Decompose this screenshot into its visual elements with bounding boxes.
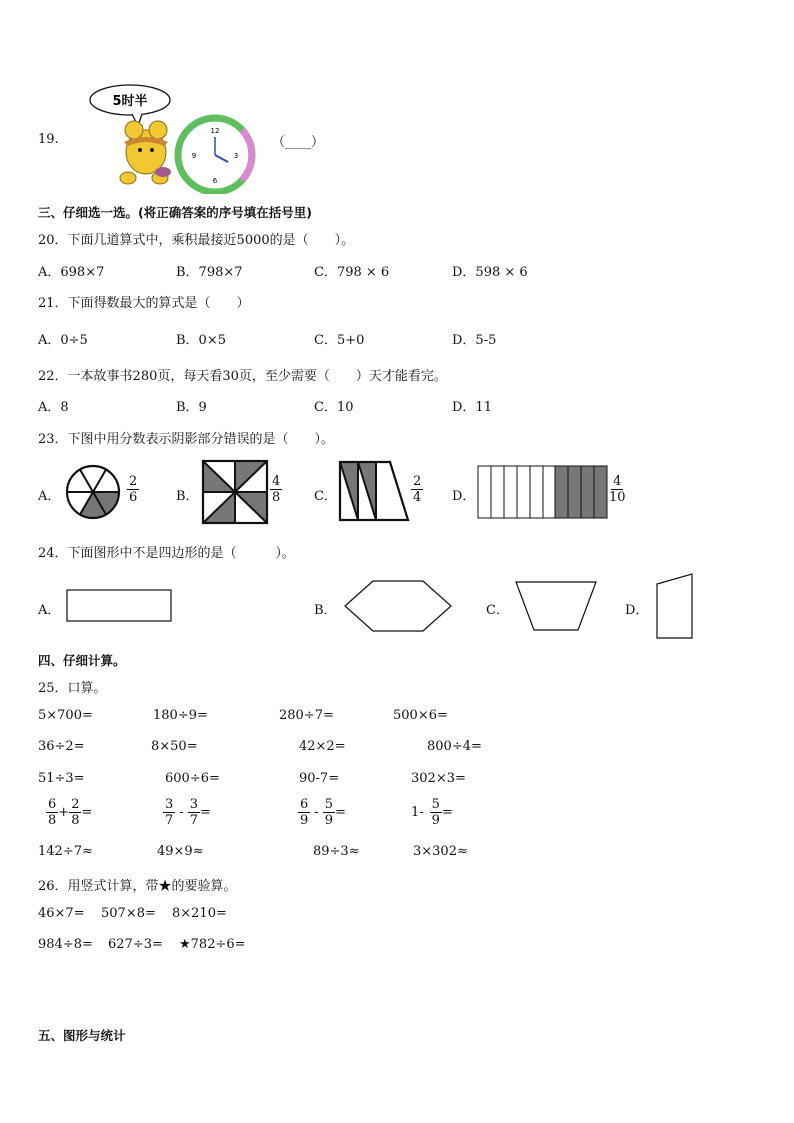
q23-option-a-fraction xyxy=(127,474,139,505)
oral-calc-item: 3×302≈ xyxy=(413,844,468,859)
q21-option-a[interactable]: A．0÷5 xyxy=(38,333,88,348)
fraction-numerator: 2 xyxy=(71,797,80,812)
oral-calc-item: 800÷4= xyxy=(427,739,482,754)
q23-option-b-label[interactable]: B． xyxy=(176,489,199,504)
fraction-denominator: 8 xyxy=(48,813,57,828)
q24-trapezoid-shape xyxy=(514,580,598,632)
oral-calc-item: 5×700= xyxy=(38,708,93,723)
operator: + xyxy=(58,805,70,820)
fraction-denominator: 9 xyxy=(431,813,440,828)
fraction xyxy=(188,797,200,828)
fraction-numerator: 4 xyxy=(272,474,281,489)
q24-option-d-label[interactable]: D． xyxy=(625,603,649,618)
fraction-numerator: 6 xyxy=(300,797,309,812)
oral-calc-item: 51÷3= xyxy=(38,771,85,786)
q23-option-b-fraction xyxy=(270,474,282,505)
vertical-calc-item: ★782÷6= xyxy=(179,937,246,952)
q20-option-c[interactable]: C．798 × 6 xyxy=(314,265,390,280)
fraction-denominator: 9 xyxy=(324,813,333,828)
q24-option-c-label[interactable]: C． xyxy=(486,603,509,618)
vertical-calc-item: 627÷3= xyxy=(108,937,163,952)
q24-option-a-label[interactable]: A． xyxy=(38,603,61,618)
fraction-numerator: 5 xyxy=(431,797,440,812)
q23-strip-figure xyxy=(477,465,609,519)
vertical-calc-item: 984÷8= xyxy=(38,937,93,952)
fraction xyxy=(323,797,335,828)
vertical-calc-item: 8×210= xyxy=(172,906,227,921)
q23-option-c-label[interactable]: C． xyxy=(314,489,337,504)
oral-calc-item: 280÷7= xyxy=(279,708,334,723)
fraction xyxy=(298,797,310,828)
operator: - xyxy=(179,805,184,820)
oral-calc-item: 90-7= xyxy=(299,771,340,786)
clock-numerals: 6 xyxy=(212,177,218,185)
question-19-answer-blank[interactable]: （____） xyxy=(272,135,325,150)
fraction-numerator: 2 xyxy=(129,474,138,489)
q23-option-d-fraction xyxy=(609,474,626,505)
q23-square-figure xyxy=(201,459,269,525)
vertical-calc-item: 507×8= xyxy=(101,906,156,921)
fraction-expression xyxy=(298,797,346,828)
mouse-clock-illustration xyxy=(88,82,263,194)
bubble-text: 5时半 xyxy=(112,94,148,109)
fraction-denominator: 7 xyxy=(189,813,198,828)
q21-option-b[interactable]: B．0×5 xyxy=(176,333,226,348)
fraction-numerator: 6 xyxy=(48,797,57,812)
q23-option-d-label[interactable]: D． xyxy=(452,489,476,504)
fraction-numerator: 3 xyxy=(165,797,174,812)
q21-option-c[interactable]: C．5+0 xyxy=(314,333,365,348)
q20-option-d[interactable]: D．598 × 6 xyxy=(452,265,528,280)
question-23-stem: 23．下图中用分数表示阴影部分错误的是（ ）。 xyxy=(38,432,335,447)
q22-option-b[interactable]: B．9 xyxy=(176,400,207,415)
oral-calc-item: 36÷2= xyxy=(38,739,85,754)
fraction xyxy=(430,797,442,828)
question-26-stem: 26．用竖式计算，带★的要验算。 xyxy=(38,879,237,894)
fraction xyxy=(69,797,81,828)
prefix: 1- xyxy=(411,805,424,820)
fraction-numerator: 4 xyxy=(613,474,622,489)
question-22-stem: 22．一本故事书280页，每天看30页，至少需要（ ）天才能看完。 xyxy=(38,369,447,384)
fraction-denominator: 8 xyxy=(272,490,281,505)
fraction-denominator: 6 xyxy=(129,490,138,505)
clock-numerals: 3 xyxy=(233,152,239,160)
q24-rectangle-shape xyxy=(66,589,172,623)
section-4-title: 四、仔细计算。 xyxy=(38,653,126,668)
fraction-numerator: 3 xyxy=(189,797,198,812)
clock-numerals: 12 xyxy=(210,127,220,135)
fraction-denominator: 7 xyxy=(165,813,174,828)
vertical-calc-item: 46×7= xyxy=(38,906,85,921)
oral-calc-item: 8×50= xyxy=(151,739,198,754)
fraction xyxy=(163,797,175,828)
q23-option-c-fraction xyxy=(411,474,423,505)
q21-option-d[interactable]: D．5-5 xyxy=(452,333,497,348)
q23-circle-figure xyxy=(63,462,123,522)
fraction-expression xyxy=(411,797,453,828)
q20-option-b[interactable]: B．798×7 xyxy=(176,265,243,280)
question-24-stem: 24．下面图形中不是四边形的是（ ）。 xyxy=(38,546,296,561)
oral-calc-item: 89÷3≈ xyxy=(313,844,360,859)
fraction-denominator: 4 xyxy=(413,490,422,505)
oral-calc-item: 600÷6= xyxy=(165,771,220,786)
question-19-number: 19. xyxy=(38,132,59,147)
question-25-stem: 25．口算。 xyxy=(38,681,107,696)
fraction-numerator: 2 xyxy=(413,474,422,489)
q22-option-d[interactable]: D．11 xyxy=(452,400,492,415)
fraction-denominator: 9 xyxy=(300,813,309,828)
oral-calc-item: 302×3= xyxy=(411,771,466,786)
oral-calc-item: 42×2= xyxy=(299,739,346,754)
q22-option-a[interactable]: A．8 xyxy=(38,400,69,415)
section-5-title: 五、图形与统计 xyxy=(38,1028,126,1043)
q24-quadrilateral-shape xyxy=(655,572,695,640)
fraction xyxy=(46,797,58,828)
equals-sign: = xyxy=(441,805,453,820)
oral-calc-item: 500×6= xyxy=(393,708,448,723)
q20-option-a[interactable]: A．698×7 xyxy=(38,265,105,280)
fraction-denominator: 8 xyxy=(71,813,80,828)
question-20-stem: 20．下面几道算式中，乘积最接近5000的是（ ）。 xyxy=(38,233,355,248)
equals-sign: = xyxy=(334,805,346,820)
oral-calc-item: 49×9≈ xyxy=(157,844,204,859)
question-21-stem: 21．下面得数最大的算式是（ ） xyxy=(38,296,250,311)
oral-calc-item: 142÷7≈ xyxy=(38,844,93,859)
clock-numerals: 9 xyxy=(191,152,197,160)
fraction-expression xyxy=(46,797,92,828)
operator: - xyxy=(314,805,319,820)
section-3-title: 三、仔细选一选。(将正确答案的序号填在括号里) xyxy=(38,205,312,220)
q24-hexagon-shape xyxy=(343,579,453,633)
q22-option-c[interactable]: C．10 xyxy=(314,400,354,415)
equals-sign: = xyxy=(199,805,211,820)
q23-option-a-label[interactable]: A． xyxy=(38,489,61,504)
fraction-numerator: 5 xyxy=(324,797,333,812)
q23-trapezoid-figure xyxy=(338,460,410,522)
fraction-expression xyxy=(163,797,211,828)
fraction-denominator: 10 xyxy=(609,490,626,505)
equals-sign: = xyxy=(81,805,93,820)
oral-calc-item: 180÷9= xyxy=(153,708,208,723)
q24-option-b-label[interactable]: B． xyxy=(314,603,337,618)
